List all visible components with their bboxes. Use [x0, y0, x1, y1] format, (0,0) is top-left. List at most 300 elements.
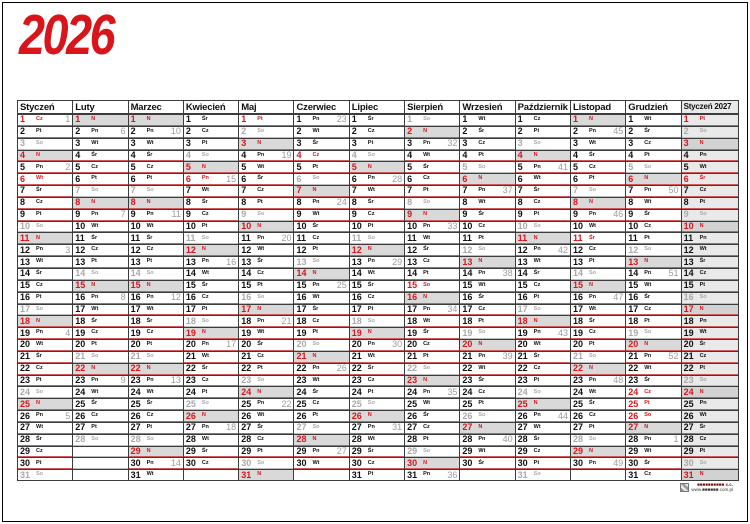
day-abbrev: Pn [36, 412, 44, 419]
day-abbrev: Wt [312, 376, 320, 383]
day-abbrev: So [91, 353, 99, 360]
day-abbrev: Wt [201, 270, 209, 277]
day-number: 18 [241, 315, 252, 326]
day-abbrev: Pt [423, 435, 429, 442]
day-cell [682, 386, 738, 398]
day-abbrev: Śr [588, 151, 595, 158]
day-cell [294, 244, 348, 256]
day-number: 27 [75, 422, 86, 433]
day-cell [18, 268, 72, 280]
day-number: 18 [185, 315, 196, 326]
day-cell [516, 386, 570, 398]
week-number: 42 [557, 244, 568, 255]
day-abbrev: Pn [91, 293, 99, 300]
day-abbrev: Pn [533, 329, 541, 336]
day-number: 7 [572, 185, 578, 196]
day-abbrev: N [367, 163, 372, 170]
day-abbrev: So [588, 353, 596, 360]
day-cell [239, 304, 293, 316]
day-abbrev: Pt [699, 199, 706, 206]
day-number: 10 [351, 221, 362, 232]
day-number: 17 [572, 303, 583, 314]
day-abbrev: Śr [146, 317, 153, 324]
day-number: 17 [296, 303, 307, 314]
day-number: 30 [517, 457, 528, 468]
day-abbrev: Wt [91, 139, 99, 146]
day-cell [571, 161, 625, 173]
day-abbrev: Pn [423, 222, 431, 229]
day-number: 11 [296, 232, 306, 243]
day-cell [73, 280, 127, 292]
week-number: 51 [668, 268, 679, 279]
day-abbrev: Cz [146, 163, 154, 170]
day-cell [18, 351, 72, 363]
day-number: 4 [683, 149, 689, 160]
day-abbrev: Śr [257, 424, 263, 431]
day-abbrev: So [201, 234, 209, 241]
day-number: 1 [628, 114, 634, 125]
day-abbrev: Pn [91, 376, 99, 383]
day-abbrev: Śr [699, 175, 706, 182]
day-number: 10 [407, 221, 418, 232]
day-abbrev: Cz [146, 329, 154, 336]
day-cell [294, 327, 348, 339]
day-number: 21 [572, 351, 583, 362]
day-cell [460, 150, 514, 162]
day-abbrev: Wt [423, 400, 431, 407]
day-number: 27 [296, 422, 307, 433]
day-abbrev: Cz [533, 199, 541, 206]
day-cell [294, 173, 348, 185]
day-number: 20 [572, 339, 583, 350]
week-number: 17 [226, 339, 237, 350]
day-number: 28 [20, 434, 31, 445]
day-abbrev: Cz [367, 210, 375, 217]
day-cell [129, 173, 183, 185]
day-cell [516, 150, 570, 162]
day-cell [73, 173, 127, 185]
week-number: 43 [557, 327, 568, 338]
day-cell [626, 173, 680, 185]
day-number: 26 [683, 410, 694, 421]
day-number: 22 [683, 363, 694, 374]
day-abbrev: Cz [201, 293, 209, 300]
day-number: 25 [185, 398, 196, 409]
day-cell [682, 315, 738, 327]
day-number: 19 [517, 327, 528, 338]
day-number: 9 [351, 209, 357, 220]
day-abbrev: Cz [478, 139, 486, 146]
day-abbrev: Pn [588, 376, 596, 383]
day-abbrev: Wt [312, 293, 320, 300]
day-abbrev: So [146, 435, 154, 442]
day-number: 31 [241, 469, 252, 480]
day-number: 23 [462, 374, 473, 385]
day-number: 22 [517, 363, 528, 374]
day-cell [294, 446, 348, 458]
day-abbrev: Pn [699, 234, 707, 241]
day-abbrev: Pn [367, 258, 375, 265]
day-cell [239, 268, 293, 280]
day-number: 10 [517, 221, 528, 232]
day-number: 15 [20, 280, 31, 291]
day-number: 30 [683, 457, 694, 468]
day-abbrev: N [644, 341, 649, 348]
day-number: 21 [241, 351, 252, 362]
day-cell [350, 327, 404, 339]
day-cell [626, 386, 680, 398]
day-cell [184, 434, 238, 446]
day-abbrev: N [478, 258, 483, 265]
day-number: 4 [296, 149, 302, 160]
day-cell [350, 197, 404, 209]
day-cell [460, 351, 514, 363]
day-number: 7 [683, 185, 689, 196]
week-number: 32 [447, 138, 458, 149]
week-number: 1 [65, 114, 71, 125]
day-number: 15 [351, 280, 362, 291]
day-abbrev: So [588, 187, 596, 194]
day-cell [129, 375, 183, 387]
day-abbrev: Pn [201, 424, 209, 431]
day-cell [571, 197, 625, 209]
day-number: 17 [462, 303, 473, 314]
day-abbrev: N [146, 281, 151, 288]
day-cell [682, 138, 738, 150]
day-abbrev: N [312, 353, 317, 360]
day-abbrev: Pn [644, 187, 652, 194]
day-abbrev: So [36, 139, 44, 146]
day-cell [405, 339, 459, 351]
day-abbrev: So [423, 281, 431, 288]
day-abbrev: So [257, 459, 265, 466]
day-cell [129, 327, 183, 339]
day-number: 1 [130, 114, 136, 125]
day-number: 6 [241, 173, 247, 184]
day-cell [239, 434, 293, 446]
day-cell [350, 457, 404, 469]
week-number: 29 [392, 256, 403, 267]
day-abbrev: Śr [312, 305, 319, 312]
day-abbrev: So [367, 317, 375, 324]
day-abbrev: Śr [257, 341, 263, 348]
week-number: 7 [120, 209, 126, 220]
day-cell [184, 114, 238, 126]
day-number: 21 [517, 351, 528, 362]
day-abbrev: Pn [201, 258, 209, 265]
day-number: 25 [130, 398, 141, 409]
day-cell [73, 197, 127, 209]
day-cell [239, 446, 293, 458]
day-number: 25 [296, 398, 307, 409]
day-abbrev: Pt [644, 234, 650, 241]
day-abbrev: So [588, 435, 596, 442]
day-number: 4 [75, 149, 81, 160]
day-cell [350, 398, 404, 410]
day-cell [294, 161, 348, 173]
day-cell [682, 280, 738, 292]
day-abbrev: Wt [478, 116, 486, 123]
day-cell [239, 363, 293, 375]
day-abbrev: Pt [588, 175, 595, 182]
day-abbrev: Pt [312, 246, 318, 253]
day-abbrev: Pn [423, 388, 431, 395]
day-number: 23 [572, 374, 583, 385]
day-abbrev: Cz [423, 175, 430, 182]
day-number: 20 [351, 339, 362, 350]
day-cell [129, 469, 183, 480]
day-abbrev: Śr [36, 435, 42, 442]
day-cell [184, 232, 238, 244]
day-cell [350, 446, 404, 458]
day-cell [239, 327, 293, 339]
day-number: 29 [517, 446, 528, 457]
day-abbrev: Śr [533, 270, 540, 277]
day-abbrev: Cz [91, 412, 99, 419]
day-cell [18, 375, 72, 387]
day-cell [73, 185, 127, 197]
day-cell [294, 138, 348, 150]
day-number: 14 [572, 268, 583, 279]
day-cell [460, 221, 514, 233]
day-abbrev: Pt [257, 116, 263, 123]
day-number: 18 [628, 315, 639, 326]
day-abbrev: So [478, 412, 486, 419]
day-number: 9 [75, 209, 81, 220]
day-abbrev: So [201, 317, 209, 324]
day-number: 29 [572, 446, 583, 457]
day-abbrev: Cz [699, 187, 707, 194]
day-abbrev: N [312, 270, 317, 277]
day-number: 2 [683, 126, 689, 137]
day-number: 7 [517, 185, 523, 196]
day-cell [73, 138, 127, 150]
day-abbrev: Śr [312, 139, 319, 146]
day-abbrev: Pt [588, 258, 595, 265]
day-number: 6 [462, 173, 468, 184]
day-number: 27 [130, 422, 141, 433]
day-number: 12 [407, 244, 418, 255]
day-cell [184, 386, 238, 398]
day-cell [405, 138, 459, 150]
day-abbrev: N [91, 116, 96, 123]
day-cell [682, 209, 738, 221]
day-number: 28 [130, 434, 141, 445]
month-column-3 [129, 101, 184, 480]
day-number: 25 [517, 398, 528, 409]
day-abbrev: Śr [699, 341, 706, 348]
week-number: 10 [170, 126, 181, 137]
day-cell [626, 185, 680, 197]
day-abbrev: Pn [478, 270, 486, 277]
week-number: 12 [170, 292, 181, 303]
day-abbrev: Pn [588, 128, 596, 135]
day-number: 8 [241, 197, 247, 208]
day-cell [184, 126, 238, 138]
week-number: 50 [668, 185, 679, 196]
month-header: Listopad [571, 101, 625, 114]
day-number: 10 [130, 221, 141, 232]
day-number: 4 [241, 149, 247, 160]
day-number: 22 [351, 363, 362, 374]
week-number: 39 [502, 351, 513, 362]
day-number: 8 [628, 197, 634, 208]
day-cell [184, 363, 238, 375]
day-abbrev: N [644, 175, 649, 182]
day-cell [129, 150, 183, 162]
day-cell [405, 469, 459, 480]
day-number: 25 [572, 398, 583, 409]
day-abbrev: Pn [146, 293, 154, 300]
day-abbrev: Pn [588, 459, 596, 466]
day-cell [18, 386, 72, 398]
day-number: 10 [185, 221, 196, 232]
day-number: 25 [683, 398, 694, 409]
day-number: 26 [517, 410, 528, 421]
day-cell [571, 150, 625, 162]
day-cell [184, 398, 238, 410]
day-abbrev: N [257, 222, 262, 229]
day-number: 27 [517, 422, 528, 433]
day-number: 25 [628, 398, 639, 409]
day-cell [571, 410, 625, 422]
day-cell [184, 138, 238, 150]
day-abbrev: Śr [91, 151, 98, 158]
day-number: 20 [241, 339, 252, 350]
day-number: 6 [407, 173, 413, 184]
day-cell [405, 197, 459, 209]
day-abbrev: Wt [146, 305, 154, 312]
day-abbrev: N [91, 364, 96, 371]
day-abbrev: Cz [367, 293, 375, 300]
day-abbrev: Pn [312, 116, 320, 123]
day-number: 26 [296, 410, 307, 421]
day-number: 17 [241, 303, 252, 314]
day-abbrev: Pn [146, 210, 154, 217]
day-cell [129, 232, 183, 244]
day-cell [18, 150, 72, 162]
day-number: 24 [351, 386, 362, 397]
day-abbrev: Wt [257, 246, 265, 253]
day-cell [129, 161, 183, 173]
day-number: 16 [130, 292, 141, 303]
day-number: 7 [462, 185, 468, 196]
week-number: 13 [170, 374, 181, 385]
day-abbrev: Śr [146, 400, 153, 407]
day-cell [516, 256, 570, 268]
day-cell [129, 398, 183, 410]
day-number: 23 [75, 374, 86, 385]
day-number: 15 [130, 280, 141, 291]
day-number: 12 [517, 244, 528, 255]
day-cell [129, 268, 183, 280]
day-abbrev: Pn [644, 270, 652, 277]
empty-cell [73, 457, 127, 469]
day-number: 16 [351, 292, 362, 303]
day-abbrev: So [312, 424, 320, 431]
day-abbrev: So [644, 163, 652, 170]
day-abbrev: Pt [478, 234, 484, 241]
day-cell [460, 138, 514, 150]
day-abbrev: N [533, 317, 538, 324]
day-cell [460, 315, 514, 327]
day-cell [239, 173, 293, 185]
week-number: 34 [447, 303, 458, 314]
day-cell [460, 114, 514, 126]
day-abbrev: Cz [644, 139, 651, 146]
day-number: 20 [407, 339, 418, 350]
day-cell [73, 244, 127, 256]
day-number: 1 [241, 114, 247, 125]
day-abbrev: Pn [699, 400, 707, 407]
day-cell [682, 327, 738, 339]
day-number: 14 [683, 268, 694, 279]
day-abbrev: Cz [588, 412, 596, 419]
day-cell [626, 232, 680, 244]
day-abbrev: Cz [257, 435, 264, 442]
day-cell [129, 446, 183, 458]
day-number: 26 [185, 410, 196, 421]
day-abbrev: N [699, 305, 704, 312]
day-abbrev: Pn [533, 163, 541, 170]
day-number: 28 [185, 434, 196, 445]
day-cell [682, 221, 738, 233]
day-abbrev: N [257, 388, 262, 395]
day-cell [405, 363, 459, 375]
day-abbrev: Śr [423, 246, 429, 253]
day-cell [129, 209, 183, 221]
day-abbrev: So [367, 400, 375, 407]
day-cell [516, 209, 570, 221]
day-abbrev: N [201, 246, 206, 253]
day-cell [129, 138, 183, 150]
day-number: 16 [683, 292, 694, 303]
day-abbrev: Pn [588, 293, 596, 300]
day-abbrev: N [423, 459, 428, 466]
day-cell [18, 410, 72, 422]
day-number: 1 [185, 114, 191, 125]
month-column-12 [626, 101, 681, 480]
week-number: 5 [65, 410, 71, 421]
day-number: 15 [296, 280, 307, 291]
day-number: 29 [296, 446, 307, 457]
week-number: 48 [613, 374, 624, 385]
day-abbrev: Pt [91, 424, 97, 431]
day-cell [516, 280, 570, 292]
day-abbrev: N [478, 341, 483, 348]
day-abbrev: Wt [533, 341, 541, 348]
day-number: 4 [407, 149, 413, 160]
day-number: 15 [517, 280, 528, 291]
day-number: 6 [296, 173, 302, 184]
day-abbrev: Wt [146, 222, 154, 229]
day-abbrev: Wt [367, 187, 375, 194]
day-abbrev: Pn [533, 412, 541, 419]
day-cell [516, 410, 570, 422]
day-cell [184, 173, 238, 185]
day-cell [571, 446, 625, 458]
day-abbrev: Śr [367, 199, 374, 206]
day-abbrev: So [699, 459, 707, 466]
day-abbrev: N [91, 281, 96, 288]
day-cell [239, 244, 293, 256]
day-cell [184, 150, 238, 162]
day-number: 30 [185, 457, 196, 468]
day-cell [184, 410, 238, 422]
day-abbrev: Pt [257, 364, 263, 371]
day-abbrev: Cz [423, 258, 430, 265]
day-cell [239, 209, 293, 221]
